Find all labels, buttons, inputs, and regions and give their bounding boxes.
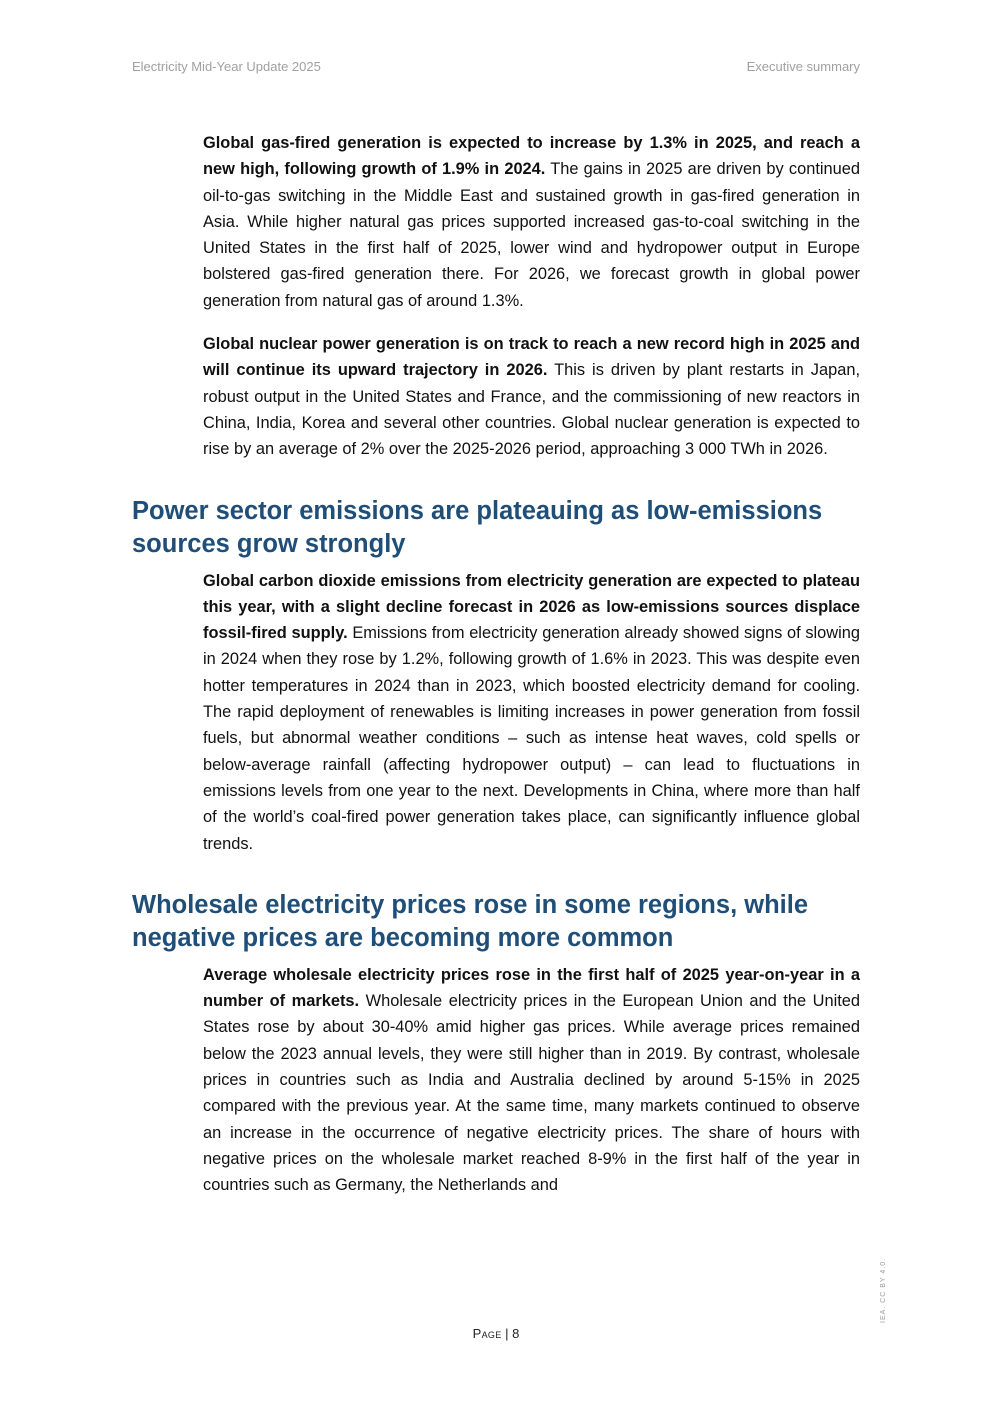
section-title: Executive summary	[746, 59, 860, 74]
paragraph-emissions	[203, 568, 860, 857]
paragraph-body: The gains in 2025 are driven by continued oil-to-gas switching in the Middle East and sustained growth in gas-fired generation in Asia. While higher natural gas prices supported increased gas-to-coal switching in the United States in the first half of 2025, lower wind and hydropower output in Europe bolstered gas-fired generation there. For 2026, we forecast growth in global power generation from natural gas of around 1.3%.	[203, 160, 860, 310]
page-number: 8	[512, 1326, 520, 1341]
heading-wholesale-prices: Wholesale electricity prices rose in some regions, while negative prices are becoming more common	[132, 890, 808, 952]
paragraph-lead: Global gas-fired generation is expected to increase by 1.3% in 2025, and reach a new high, following growth of 1.9% in 2024.	[203, 134, 860, 179]
paragraph-lead: Average wholesale electricity prices rose in the first half of 2025 year-on-year in a number of markets.	[203, 965, 860, 1011]
paragraph-body: This is driven by plant restarts in Japan, robust output in the United States and France, and the commissioning of new reactors in China, India, Korea and several other countries. Global nuclear generation is expected to rise by an average of 2% over the 2025-2026 period, approaching 3 000 TWh in 2026.	[203, 361, 860, 459]
paragraph-body: Emissions from electricity generation already showed signs of slowing in 2024 when they rose by 1.2%, following growth of 1.6% in 2023. This was despite even hotter temperatures in 2024 than in 2023, which boosted electricity demand for cooling. The rapid deployment of renewables is limiting increases in power generation from fossil fuels, but abnormal weather conditions – such as intense heat waves, cold spells or below-average rainfall (affecting hydropower output) – can lead to fluctuations in emissions levels from one year to the next. Developments in China, where more than half of the world’s coal-fired power generation takes place, can significantly influence global trends.	[203, 624, 860, 853]
page-footer	[0, 1326, 992, 1341]
license-notice: IEA. CC BY 4.0.	[880, 1257, 887, 1323]
document-title: Electricity Mid-Year Update 2025	[132, 59, 321, 74]
page-content	[132, 130, 860, 1199]
paragraph-lead: Global carbon dioxide emissions from electricity generation are expected to plateau this year, with a slight decline forecast in 2026 as low-emissions sources displace fossil-fired supply.	[203, 571, 860, 643]
paragraph-lead: Global nuclear power generation is on track to reach a new record high in 2025 and will continue its upward trajectory in 2026.	[203, 335, 860, 380]
paragraph-nuclear-generation	[203, 331, 860, 462]
paragraph-body: Wholesale electricity prices in the European Union and the United States rose by about 30-40% amid higher gas prices. While average prices remained below the 2023 annual levels, they were still higher than in 2019. By contrast, wholesale prices in countries such as India and Australia declined by around 5-15% in 2025 compared with the previous year. At the same time, many markets continued to observe an increase in the occurrence of negative electricity prices. The share of hours with negative prices on the wholesale market reached 8-9% in the first half of the year in countries such as Germany, the Netherlands and	[203, 992, 860, 1195]
page-separator: |	[501, 1326, 513, 1341]
page-label: Page	[472, 1326, 502, 1341]
heading-emissions: Power sector emissions are plateauing as low-emissions sources grow strongly	[132, 496, 823, 558]
paragraph-gas-generation	[203, 130, 860, 314]
running-header	[132, 59, 860, 75]
paragraph-wholesale-prices	[203, 962, 860, 1199]
